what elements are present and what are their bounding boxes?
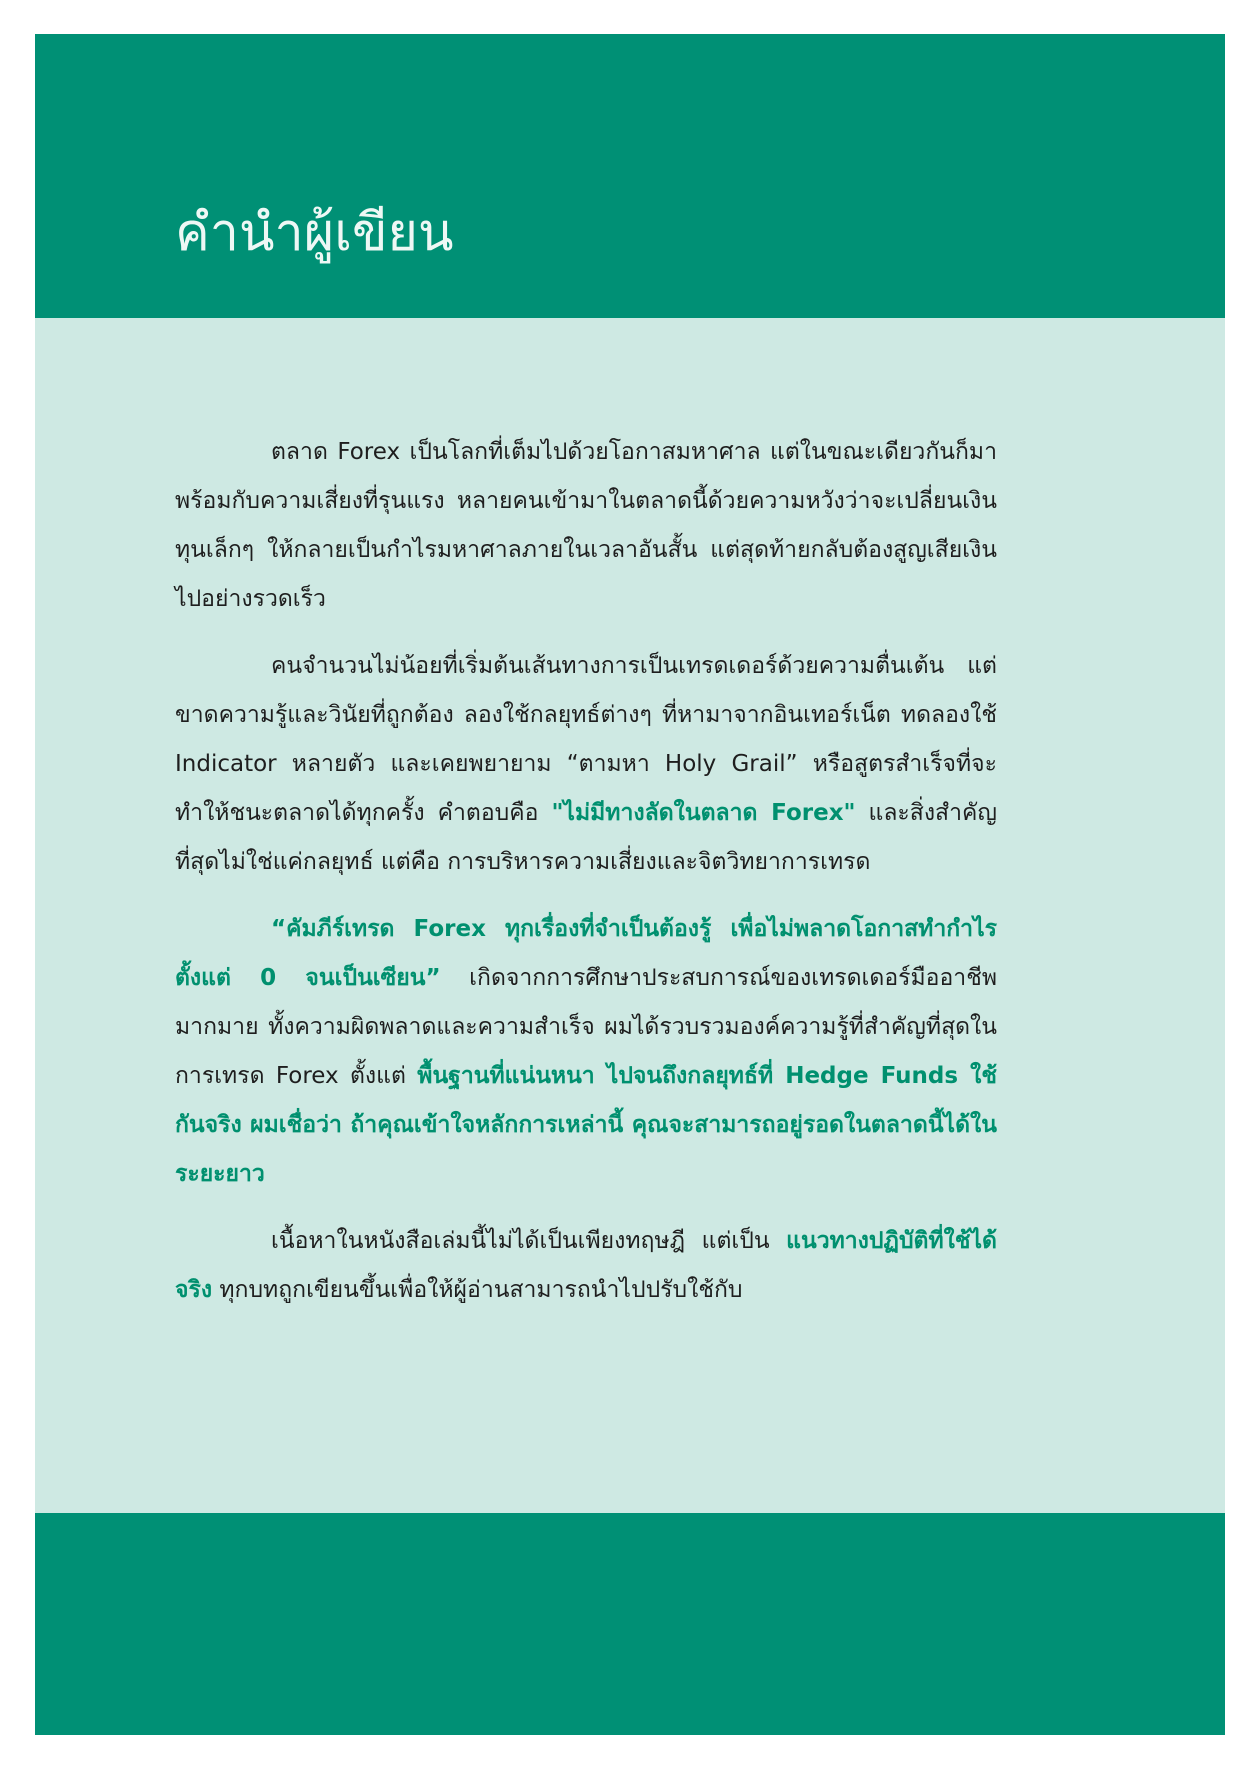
page-frame bbox=[35, 34, 1225, 1735]
text-span: ทุกบทถูกเขียนขึ้นเพื่อให้ผู้อ่านสามารถนำไปปรับใช้กับ bbox=[212, 1277, 743, 1303]
text-span: เนื้อหาในหนังสือเล่มนี้ไม่ได้เป็นเพียงทฤษฎี แต่เป็น bbox=[271, 1228, 787, 1254]
highlight-span: "ไม่มีทางลัดในตลาด Forex" bbox=[551, 800, 856, 826]
paragraph-3 bbox=[175, 905, 997, 1199]
text-span: ตลาด Forex เป็นโลกที่เต็มไปด้วยโอกาสมหาศาล แต่ในขณะเดียวกันก็มาพร้อมกับความเสี่ยงที่รุนแรง หลายคนเข้ามาในตลาดนี้ด้วยความหวังว่าจะเปลี่ยนเงินทุนเล็กๆ ให้กลายเป็นกำไรมหาศาลภายในเวลาอันสั้น แต่สุดท้ายกลับต้องสูญเสียเงินไปอย่างรวดเร็ว bbox=[175, 439, 997, 612]
highlight-span: พื้นฐานที่แน่นหนา ไปจนถึงกลยุทธ์ที่ Hedge Funds ใช้กันจริง ผมเชื่อว่า ถ้าคุณเข้าใจหลักการเหล่านี้ คุณจะสามารถอยู่รอดในตลาดนี้ได้ในระยะยาว bbox=[175, 1063, 997, 1187]
text-span: เกิดจากการศึกษาประสบการณ์ของเทรดเดอร์มืออาชีพมากมาย ทั้งความผิดพลาดและความสำเร็จ ผมได้รวบรวมองค์ความรู้ที่สำคัญที่สุดในการเทรด Forex ตั้งแต่ bbox=[175, 965, 997, 1089]
highlight-span: แนวทางปฏิบัติที่ใช้ได้จริง bbox=[175, 1228, 997, 1303]
page-title: คำนำผู้เขียน bbox=[175, 203, 454, 263]
text-span: คนจำนวนไม่น้อยที่เริ่มต้นเส้นทางการเป็นเทรดเดอร์ด้วยความตื่นเต้น แต่ขาดความรู้และวินัยที่ถูกต้อง ลองใช้กลยุทธ์ต่างๆ ที่หามาจากอินเทอร์เน็ต ทดลองใช้ Indicator หลายตัว และเคยพยายาม “ตามหา Holy Grail” หรือสูตรสำเร็จที่จะทำให้ชนะตลาดได้ทุกครั้ง คำตอบคือ bbox=[175, 653, 997, 826]
paragraph-1 bbox=[175, 428, 997, 624]
body-text bbox=[175, 428, 997, 1333]
text-span: และสิ่งสำคัญที่สุดไม่ใช่แค่กลยุทธ์ แต่คือ การบริหารความเสี่ยงและจิตวิทยาการเทรด bbox=[175, 800, 997, 875]
paragraph-4 bbox=[175, 1217, 997, 1315]
header-band bbox=[35, 34, 1225, 318]
footer-band bbox=[35, 1513, 1225, 1735]
paragraph-2 bbox=[175, 642, 997, 887]
highlight-span: “คัมภีร์เทรด Forex ทุกเรื่องที่จำเป็นต้องรู้ เพื่อไม่พลาดโอกาสทำกำไร ตั้งแต่ 0 จนเป็นเซียน” bbox=[175, 916, 997, 991]
